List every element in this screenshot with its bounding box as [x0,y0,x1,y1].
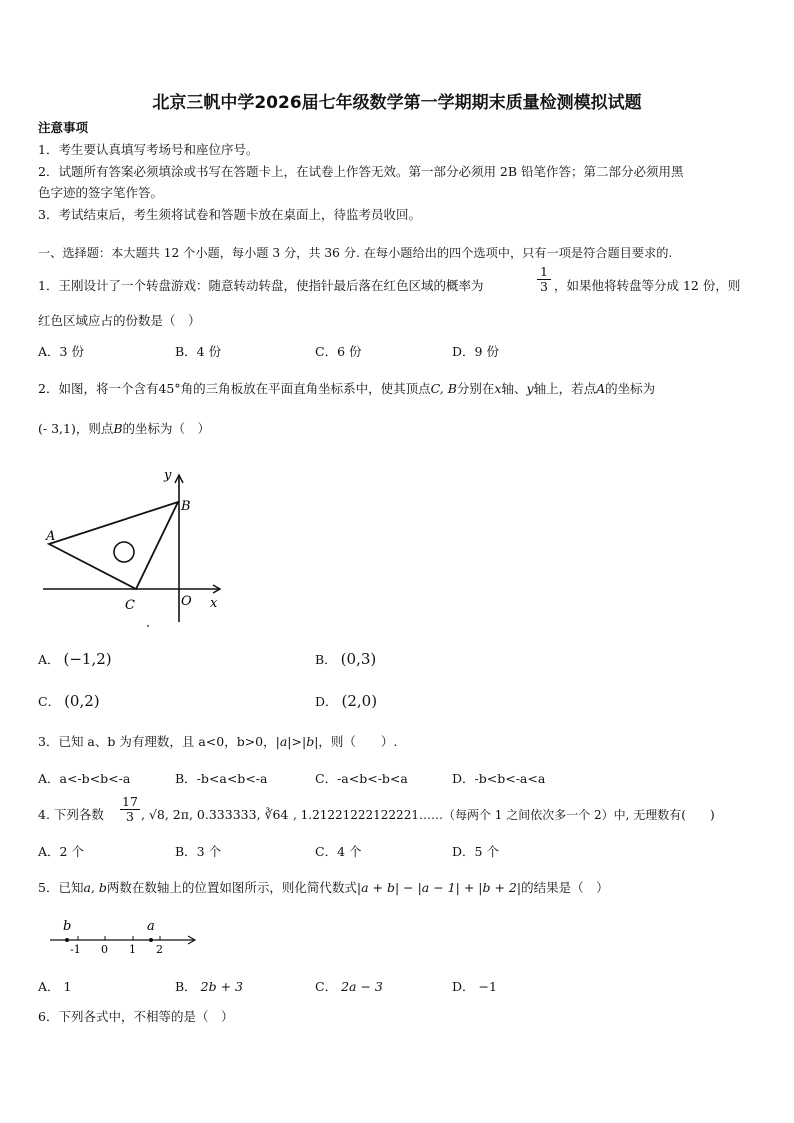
q2-y: y [526,381,534,396]
q2-stem-g: ，则点 [75,421,114,436]
q2-a: A [596,381,606,396]
q2-figure [38,462,238,632]
q5-option-b [175,979,243,995]
notes-item-1: 1．考生要认真填写考场号和座位序号。 [38,142,259,157]
q2-stem-f: 的坐标为 [605,381,656,396]
q5-option-b-letter: B． [175,979,197,994]
point-a [149,938,153,942]
q2-stem-a: 2．如图，将一个含有 [38,381,159,396]
q3-option-b: B．-b<a<b<-a [175,771,268,786]
q1-fraction-den: 3 [540,279,548,294]
q2-angle: 45° [158,381,181,396]
page-title: 北京三帆中学2026届七年级数学第一学期期末质量检测模拟试题 [152,93,642,113]
q1-stem-b: ，如果他将转盘等分成 12 份，则 [554,278,741,293]
q4-option-a: A．2 个 [38,844,84,859]
q2-stem-h: 的坐标为（ ） [122,421,211,436]
q1-option-d: D．9 份 [452,344,499,359]
q1-stem-a: 1．王刚设计了一个转盘游戏：随意转动转盘，使指针最后落在红色区域的概率为 [38,278,484,293]
q5-stem [38,880,609,896]
q4-fraction [120,795,140,824]
point-b [65,938,69,942]
stray-dot [147,625,149,627]
q4-stem-a: 4. 下列各数 [38,807,104,822]
tick-label--1: -1 [70,943,81,956]
q2-option-c-value: (0,2) [64,692,100,710]
q5-option-c-letter: C． [315,979,338,994]
q3-condition: |a|>|b| [275,734,319,749]
label-a: A [46,529,56,544]
q1-option-b: B．4 份 [175,344,222,359]
q2-option-a [38,651,112,668]
q2-b: B [113,421,123,436]
notes-item-3: 3．考试结束后，考生须将试卷和答题卡放在桌面上，待监考员收回。 [38,207,421,222]
q3-stem-a: 3．已知 a、b 为有理数，且 a<0，b>0， [38,734,276,749]
q3-stem [38,734,397,750]
q4-list: , √8, 2π, 0.333333, ∛64 [141,807,289,822]
q5-option-b-value: 2b + 3 [200,979,243,994]
q1-fraction-num: 1 [537,265,551,280]
label-b: b [63,919,72,934]
q2-option-d-letter: D． [315,694,338,709]
q4-option-c: C．4 个 [315,844,362,859]
q2-x: x [494,381,502,396]
q5-stem-c: 的结果是（ ） [521,880,609,895]
q2-option-b-letter: B． [315,652,337,667]
q2-stem-2 [38,421,210,437]
q2-option-b [315,651,376,668]
q4-stem-b: , 1.21221222122221……（每两个 1 之间依次多一个 2）中, 无理数有( ) [293,808,715,822]
q5-option-d-value: −1 [478,979,497,994]
q1-option-c: C．6 份 [315,344,362,359]
tick-label-0: 0 [101,943,108,956]
q5-option-a-letter: A． [38,979,60,994]
q2-stem [38,381,655,397]
q2-option-b-value: (0,3) [340,650,377,668]
label-b: B [181,499,191,514]
q2-option-d [315,693,377,710]
label-c: C [125,598,135,613]
q5-number-line [44,915,204,959]
q6-stem: 6．下列各式中，不相等的是（ ） [38,1009,234,1024]
q2-stem-d: 轴、 [501,381,527,396]
notes-heading: 注意事项 [38,120,89,135]
q5-option-c [315,979,383,995]
q3-stem-b: ，则（ ）. [318,734,398,749]
tick-label-1: 1 [129,943,136,956]
q2-stem-c: 分别在 [456,381,495,396]
q1-stem-c: 红色区域应占的份数是（ ） [38,313,201,328]
q3-option-c: C．-a<b<-b<a [315,771,408,786]
q5-stem-a: 5．已知 [38,880,84,895]
section-heading: 一、选择题：本大题共 12 个小题，每小题 3 分，共 36 分. 在每小题给出的四个选项中，只有一项是符合题目要求的. [38,246,673,260]
q2-option-c-letter: C． [38,694,61,709]
q5-stem-b: 两数在数轴上的位置如图所示，则化简代数式 [106,880,357,895]
q5-option-c-value: 2a − 3 [341,979,383,994]
q2-stem-b: 角的三角板放在平面直角坐标系中，使其顶点 [180,381,431,396]
q2-stem-e: 轴上，若点 [533,381,597,396]
q1-stem [38,278,483,294]
q2-option-a-value: (−1,2) [63,650,112,668]
q2-option-c [38,693,100,710]
q4-fraction-num: 17 [120,795,140,810]
q4-fraction-den: 3 [126,809,134,824]
label-x: x [210,596,218,611]
q5-option-a-value: 1 [63,979,72,994]
triangle-plate [49,502,178,589]
q1-option-a: A．3 份 [38,344,84,359]
label-o: O [181,594,192,609]
q1-fraction [537,265,551,294]
q2-option-a-letter: A． [38,652,60,667]
q5-expression: |a + b| − |a − 1| + |b + 2| [356,880,522,895]
q5-option-d [452,979,497,995]
label-a: a [147,919,155,934]
notes-item-2: 2．试题所有答案必须填涂或书写在答题卡上，在试卷上作答无效。第一部分必须用 2B 铅笔作答；第二部分必须用黑 [38,164,684,179]
q2-option-d-value: (2,0) [341,692,378,710]
triangle-hole [114,542,134,562]
q4-option-b: B．3 个 [175,844,222,859]
q2-coord: (- 3,1) [38,421,76,436]
q5-option-a [38,979,71,995]
q4-option-d: D．5 个 [452,844,499,859]
notes-item-2-cont: 色字迹的签字笔作答。 [38,185,164,200]
q3-option-d: D．-b<b<-a<a [452,771,546,786]
q2-cb: C, B [430,381,457,396]
q5-option-d-letter: D． [452,979,475,994]
tick-label-2: 2 [156,943,163,956]
label-y: y [164,468,172,483]
q5-ab: a, b [83,880,107,895]
q3-option-a: A．a<-b<b<-a [38,771,131,786]
